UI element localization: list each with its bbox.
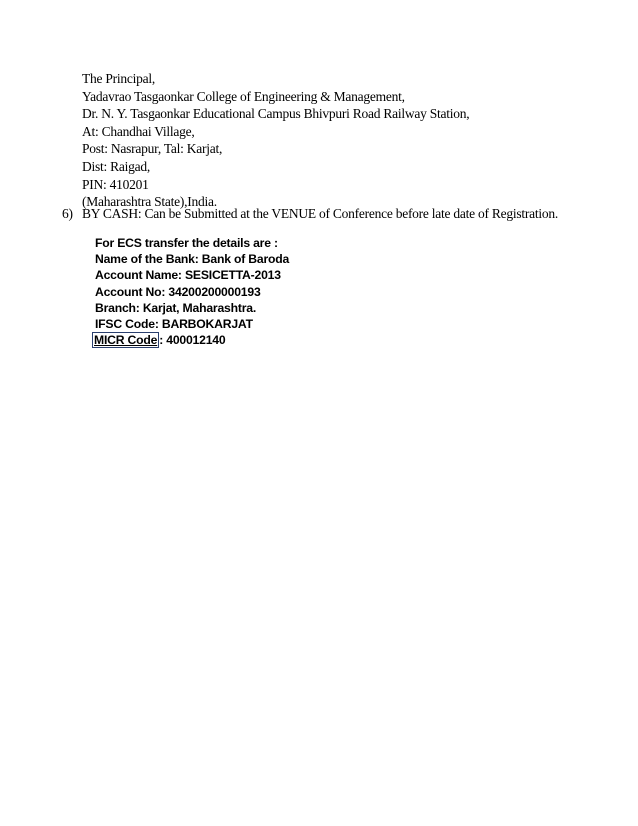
principal-address-block bbox=[82, 70, 469, 211]
micr-code-line bbox=[95, 332, 289, 348]
ifsc-code: IFSC Code: BARBOKARJAT bbox=[95, 317, 253, 332]
bank-name: Name of the Bank: Bank of Baroda bbox=[95, 252, 290, 267]
address-line-state: (Maharashtra State),India. bbox=[82, 194, 217, 210]
address-line-campus: Dr. N. Y. Tasgaonkar Educational Campus Bhivpuri Road Railway Station, bbox=[82, 106, 470, 122]
account-name: Account Name: SESICETTA-2013 bbox=[95, 268, 281, 283]
address-line-pin: PIN: 410201 bbox=[82, 176, 149, 192]
bank-details-block bbox=[95, 235, 289, 348]
payment-item-cash bbox=[62, 205, 558, 222]
address-line-college: Yadavrao Tasgaonkar College of Engineering & Management, bbox=[82, 88, 405, 104]
list-item-number: 6) bbox=[62, 206, 73, 221]
list-item-text: BY CASH: Can be Submitted at the VENUE of Conference before late date of Registration. bbox=[82, 206, 559, 221]
micr-code-value: : 400012140 bbox=[159, 333, 226, 348]
address-line-village: At: Chandhai Village, bbox=[82, 123, 195, 139]
address-line-recipient: The Principal, bbox=[82, 71, 155, 86]
address-line-district: Dist: Raigad, bbox=[82, 158, 150, 174]
account-number: Account No: 34200200000193 bbox=[95, 284, 261, 299]
branch: Branch: Karjat, Maharashtra. bbox=[95, 300, 257, 315]
bank-details-heading: For ECS transfer the details are : bbox=[95, 236, 278, 250]
address-line-post: Post: Nasrapur, Tal: Karjat, bbox=[82, 141, 223, 157]
micr-code-label: MICR Code bbox=[94, 333, 158, 348]
